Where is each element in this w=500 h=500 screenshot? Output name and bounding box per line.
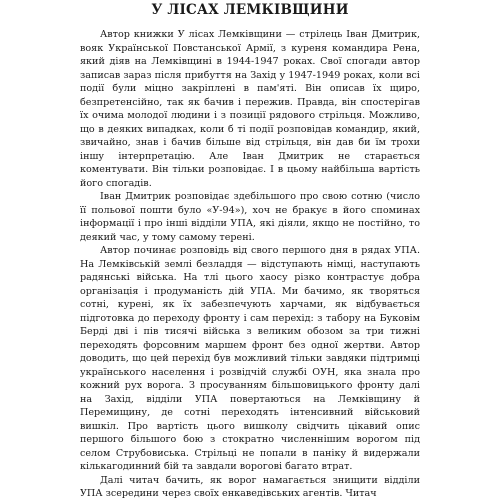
paragraph-agents: Далі читач бачить, як ворог намагається знищити відділи УПА зсередини через своїх енкаведівських агентів. Читач [80,474,420,499]
paragraph-narrative: Автор починає розповідь від свого першого дня в рядах УПА. На Лемківській землі безладдя — відступають німці, наступають радянські війська. На тлі цього хаосу різко контрастує добра організація і продуманість дій УПА. Ми бачимо, як творяться сотні, курені, як їх забезпечують харчами, як відбувається підготовка до переходу фронту і сам перехід: з табору на Буковім Берді дві і пів тисячі війська з великим обозом за три тижні переходять форсовним маршем фронт без одної жертви. Автор доводить, що цей перехід був можливий тільки завдяки підтримці українського населення і розвідчій службі ОУН, яка знала про кожний рух ворога. З просуванням більшовицького фронту далі на Захід, відділи УПА повертаються на Лемківщину й Перемищину, де сотні переходять інтенсивний військовий вишкіл. Про вартість цього вишколу свідчить цікавий опис першого більшого бою з стократно численнішим ворогом під селом Струбовиська. Стрільці не попали в паніку й видержали кількагодинний бій та завдали ворогові багато втрат. [80,245,420,472]
chapter-title: У ЛІСАХ ЛЕМКІВЩИНИ [151,2,349,18]
paragraph-intro: Автор книжки У лісах Лемківщини — стрілець Іван Дмитрик, вояк Української Повстанської Армії, з куреня командира Рена, який діяв на Лемківщині в 1944-1947 роках. Свої спогади автор записав зараз після прибуття на Захід у 1947-1949 роках, коли всі події були міцно закріплені в пам'яті. Він описав їх щиро, безпретенсійно, так як бачив і пережив. Правда, він спостерігав їх очима молодої людини і з позиції рядового стрільця. Можливо, що в деяких випадках, коли б ті події розповідав командир, який, звичайно, знав і бачив більше від стрільця, він дав би їм трохи іншу інтерпретацію. Але Іван Дмитрик не старається коментувати. Він тільки розповідає. І в цьому найбільша вартість його спогадів. [80,29,420,189]
paragraph-sotnia: Іван Дмитрик розповідає здебільшого про свою сотню (число її польової пошти було «У-94»), хоч не бракує в його споминах інформації і про інші відділи УПА, які діяли, якщо не постійно, то деякий час, у тому самому терені. [80,191,420,243]
